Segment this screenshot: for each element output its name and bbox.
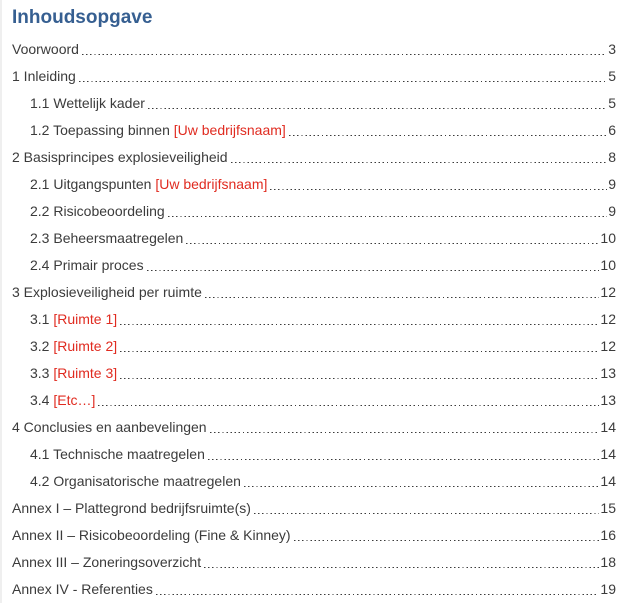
toc-page-number: 12: [600, 284, 616, 300]
dot-leader: [147, 252, 600, 279]
dot-leader: [205, 279, 600, 306]
toc-page-number: 18: [600, 554, 616, 570]
toc-page-number: 14: [600, 446, 616, 462]
toc-entry[interactable]: [12, 171, 616, 198]
entry-text: Annex III – Zoneringsoverzicht: [12, 554, 202, 570]
toc-list: [12, 36, 616, 603]
entry-text: 3.4: [30, 392, 54, 408]
entry-text: 1.1 Wettelijk kader: [30, 95, 145, 111]
toc-entry-label: [30, 198, 165, 225]
toc-entry-label: [30, 333, 117, 360]
dot-leader: [168, 198, 608, 225]
toc-entry-label: [12, 522, 291, 549]
toc-entry[interactable]: [12, 387, 616, 414]
toc-entry[interactable]: [12, 279, 616, 306]
page-title: Inhoudsopgave: [12, 7, 153, 28]
toc-page-number: 19: [600, 581, 616, 597]
dot-leader: [289, 117, 607, 144]
dot-leader: [156, 576, 600, 603]
toc-entry[interactable]: [12, 225, 616, 252]
entry-text: 3.1: [30, 311, 54, 327]
toc-entry-label: [30, 252, 144, 279]
toc-entry-label: [12, 495, 251, 522]
toc-page-number: 14: [600, 419, 616, 435]
entry-text: 2.2 Risicobeoordeling: [30, 203, 165, 219]
toc-entry-label: [30, 90, 145, 117]
toc-page-number: 10: [600, 257, 616, 273]
toc-entry[interactable]: [12, 144, 616, 171]
toc-entry[interactable]: [12, 495, 616, 522]
toc-entry-label: [12, 36, 79, 63]
dot-leader: [120, 360, 599, 387]
toc-entry-label: [30, 306, 117, 333]
dot-leader: [270, 171, 607, 198]
entry-text: 2.4 Primair proces: [30, 257, 144, 273]
dot-leader: [254, 495, 600, 522]
toc-page-number: 14: [600, 473, 616, 489]
dot-leader: [231, 144, 608, 171]
dot-leader: [186, 225, 599, 252]
toc-entry[interactable]: [12, 117, 616, 144]
toc-page-number: 6: [608, 122, 616, 138]
toc-entry-label: [30, 117, 286, 144]
toc-entry[interactable]: [12, 468, 616, 495]
entry-text: 4.2 Organisatorische maatregelen: [30, 473, 241, 489]
placeholder-text: [Etc…]: [53, 392, 96, 408]
entry-text: 2.1 Uitgangspunten: [30, 176, 156, 192]
toc-entry[interactable]: [12, 198, 616, 225]
toc-page-number: 15: [600, 500, 616, 516]
toc-entry[interactable]: [12, 360, 616, 387]
dot-leader: [98, 387, 599, 414]
toc-page-number: 13: [600, 392, 616, 408]
toc-entry-label: [12, 144, 228, 171]
toc-page-number: 5: [608, 95, 616, 111]
toc-entry[interactable]: [12, 576, 616, 603]
placeholder-text: [Uw bedrijfsnaam]: [155, 176, 268, 192]
dot-leader: [294, 522, 600, 549]
toc-page-number: 8: [608, 149, 616, 165]
dot-leader: [120, 306, 599, 333]
entry-text: Annex I – Plattegrond bedrijfsruimte(s): [12, 500, 251, 516]
dot-leader: [120, 333, 599, 360]
entry-text: 3.2: [30, 338, 54, 354]
placeholder-text: [Ruimte 3]: [53, 365, 118, 381]
toc-entry[interactable]: [12, 306, 616, 333]
placeholder-text: [Ruimte 1]: [53, 311, 118, 327]
entry-text: 3.3: [30, 365, 54, 381]
toc-entry-label: [30, 171, 267, 198]
toc-entry[interactable]: [12, 549, 616, 576]
toc-page-number: 10: [600, 230, 616, 246]
dot-leader: [204, 549, 599, 576]
toc-entry[interactable]: [12, 252, 616, 279]
toc-page-number: 3: [608, 41, 616, 57]
toc-entry-label: [30, 225, 183, 252]
toc-entry-label: [12, 414, 207, 441]
toc-entry-label: [30, 468, 241, 495]
toc-page-number: 9: [608, 203, 616, 219]
toc-page-number: 13: [600, 365, 616, 381]
toc-entry[interactable]: [12, 90, 616, 117]
dot-leader: [208, 441, 600, 468]
dot-leader: [210, 414, 600, 441]
entry-text: 2 Basisprincipes explosieveiligheid: [12, 149, 228, 165]
toc-entry-label: [12, 549, 201, 576]
entry-text: 1.2 Toepassing binnen: [30, 122, 174, 138]
dot-leader: [82, 36, 607, 63]
toc-page-number: 12: [600, 311, 616, 327]
toc-entry-label: [12, 279, 202, 306]
entry-text: Annex IV - Referenties: [12, 581, 153, 597]
toc-page-number: 16: [600, 527, 616, 543]
dot-leader: [244, 468, 600, 495]
toc-entry[interactable]: [12, 441, 616, 468]
toc-page-number: 12: [600, 338, 616, 354]
toc-entry-label: [30, 360, 117, 387]
toc-entry[interactable]: [12, 36, 616, 63]
placeholder-text: [Ruimte 2]: [53, 338, 118, 354]
dot-leader: [148, 90, 607, 117]
entry-text: 3 Explosieveiligheid per ruimte: [12, 284, 202, 300]
toc-entry[interactable]: [12, 63, 616, 90]
entry-text: 4.1 Technische maatregelen: [30, 446, 205, 462]
toc-entry[interactable]: [12, 522, 616, 549]
toc-page-number: 5: [608, 68, 616, 84]
entry-text: Annex II – Risicobeoordeling (Fine & Kinney): [12, 527, 291, 543]
entry-text: 2.3 Beheersmaatregelen: [30, 230, 184, 246]
dot-leader: [79, 63, 607, 90]
toc-entry-label: [12, 576, 153, 603]
toc-page-number: 9: [608, 176, 616, 192]
entry-text: 1 Inleiding: [12, 68, 76, 84]
toc-entry-label: [30, 387, 95, 414]
toc-entry-label: [12, 63, 76, 90]
entry-text: 4 Conclusies en aanbevelingen: [12, 419, 207, 435]
toc-entry[interactable]: [12, 414, 616, 441]
entry-text: Voorwoord: [12, 41, 79, 57]
toc-entry[interactable]: [12, 333, 616, 360]
toc-entry-label: [30, 441, 205, 468]
placeholder-text: [Uw bedrijfsnaam]: [173, 122, 286, 138]
